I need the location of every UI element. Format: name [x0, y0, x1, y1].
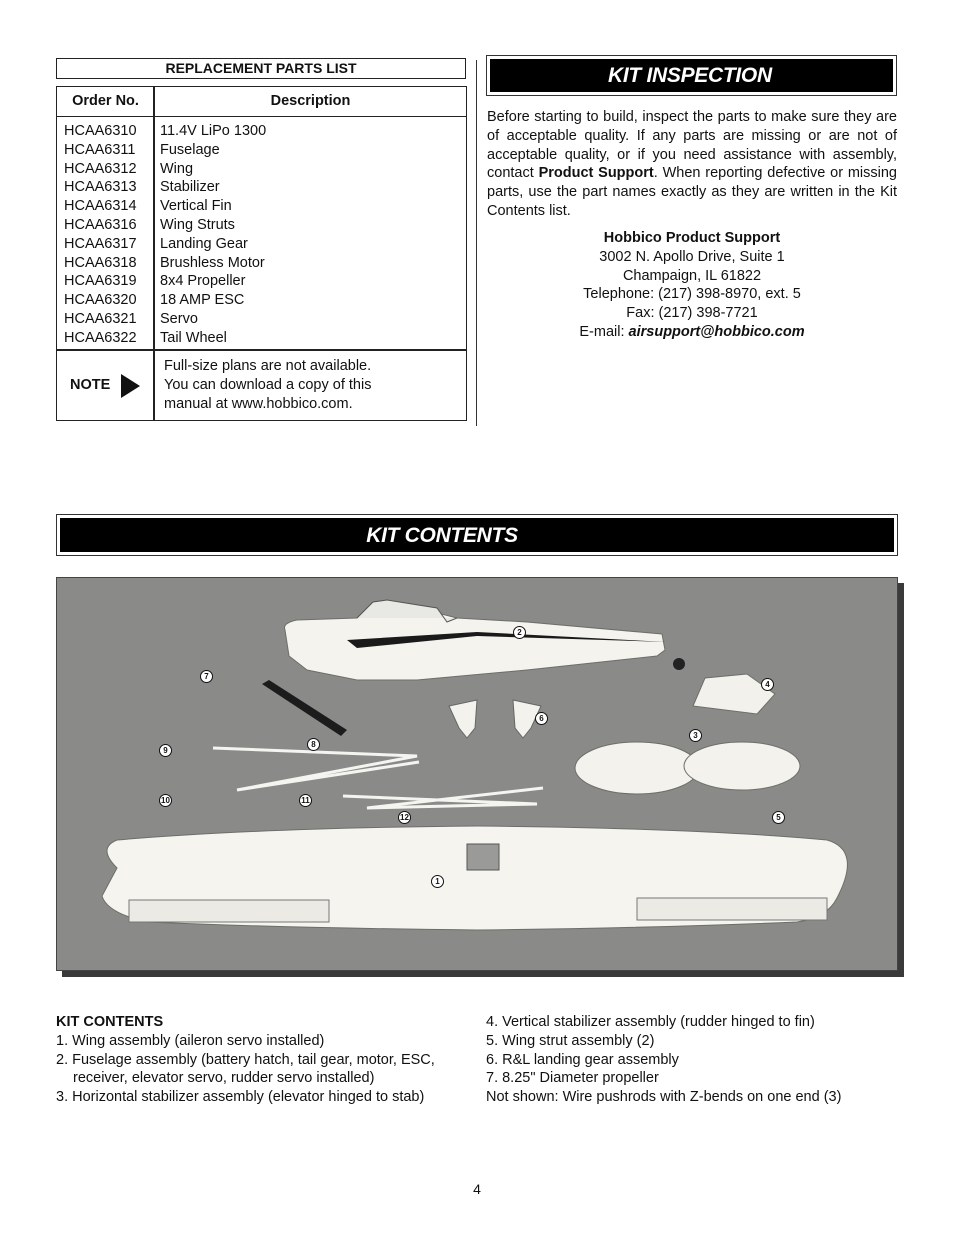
kit-contents-photo	[56, 577, 898, 971]
support-address-1: 3002 N. Apollo Drive, Suite 1	[599, 248, 785, 265]
kit-contents-list-left	[56, 1013, 476, 1107]
parts-list-table	[56, 86, 467, 421]
note-text	[164, 357, 454, 414]
stabilizer-right-half	[684, 742, 800, 790]
parts-list-header	[57, 87, 466, 117]
callout-marker: 6	[535, 712, 548, 725]
kit-contents-list-title: KIT CONTENTS	[56, 1014, 164, 1030]
parts-list-title: REPLACEMENT PARTS LIST	[56, 58, 466, 79]
note-separator	[57, 349, 466, 351]
callout-marker: 10	[159, 794, 172, 807]
list-item: Not shown: Wire pushrods with Z-bends on one end (3)	[486, 1089, 842, 1106]
order-number: HCAA6312	[64, 160, 137, 177]
kit-contents-banner	[56, 514, 898, 556]
note-line: Full-size plans are not available.	[164, 358, 372, 374]
part-description: Brushless Motor	[160, 254, 265, 271]
part-description: 8x4 Propeller	[160, 273, 246, 290]
column-divider-line	[476, 60, 477, 426]
order-number: HCAA6317	[64, 235, 137, 252]
description-column	[160, 122, 460, 348]
support-phone: Telephone: (217) 398-8970, ext. 5	[583, 286, 801, 303]
support-email-line	[487, 323, 897, 342]
kit-inspection-banner	[486, 55, 897, 96]
wing-strut-1	[213, 748, 419, 790]
part-description: Wing Struts	[160, 216, 235, 233]
part-description: Servo	[160, 310, 198, 327]
part-description: Tail Wheel	[160, 329, 227, 346]
kit-contents-list-right	[486, 1013, 906, 1107]
stabilizer-left-half	[575, 742, 699, 794]
list-item: 3. Horizontal stabilizer assembly (elevator hinged to stab)	[56, 1089, 425, 1106]
callout-marker: 2	[513, 626, 526, 639]
part-description: 11.4V LiPo 1300	[160, 123, 267, 139]
right-aileron-shape	[637, 898, 827, 920]
column-divider	[153, 87, 155, 420]
part-description: Landing Gear	[160, 235, 248, 252]
kit-inspection-title: KIT INSPECTION	[608, 64, 772, 87]
order-number: HCAA6310	[64, 123, 137, 139]
arrow-right-icon	[121, 374, 140, 398]
order-number: HCAA6318	[64, 254, 137, 271]
order-number: HCAA6316	[64, 216, 137, 233]
tail-wheel-shape	[673, 658, 685, 670]
list-item: 1. Wing assembly (aileron servo installed)	[56, 1032, 325, 1049]
callout-marker: 11	[299, 794, 312, 807]
order-number: HCAA6314	[64, 198, 137, 215]
page-number: 4	[473, 1181, 481, 1197]
kit-parts-illustration	[57, 578, 897, 970]
list-item: 2. Fuselage assembly (battery hatch, tail gear, motor, ESC,	[56, 1051, 435, 1068]
callout-marker: 5	[772, 811, 785, 824]
support-fax: Fax: (217) 398-7721	[626, 305, 758, 322]
callout-marker: 7	[200, 670, 213, 683]
inspection-paragraph	[487, 108, 897, 221]
part-description: 18 AMP ESC	[160, 292, 245, 309]
order-number: HCAA6313	[64, 179, 137, 196]
email-label: E-mail:	[579, 323, 629, 340]
part-description: Wing	[160, 160, 194, 177]
note-line: You can download a copy of this	[164, 377, 372, 393]
left-aileron-shape	[129, 900, 329, 922]
list-item: 4. Vertical stabilizer assembly (rudder hinged to fin)	[486, 1014, 815, 1030]
list-item: 6. R&L landing gear assembly	[486, 1051, 679, 1068]
list-item: 7. 8.25" Diameter propeller	[486, 1070, 659, 1087]
list-item-continued: receiver, elevator servo, rudder servo installed)	[73, 1070, 375, 1087]
note-line: manual at www.hobbico.com.	[164, 396, 353, 412]
order-number: HCAA6319	[64, 273, 137, 290]
aileron-servo-shape	[467, 844, 499, 870]
product-support-bold: Product Support	[538, 165, 654, 182]
inspection-text-2: . When reporting defective or missing parts, use the part names exactly as they are written in the Kit Contents list.	[487, 165, 897, 219]
callout-marker: 4	[761, 678, 774, 691]
propeller-shape	[262, 680, 347, 736]
order-number: HCAA6321	[64, 310, 137, 327]
support-contact-block	[487, 229, 897, 342]
order-number: HCAA6320	[64, 292, 137, 309]
callout-marker: 9	[159, 744, 172, 757]
support-title: Hobbico Product Support	[603, 230, 781, 246]
support-address-2: Champaign, IL 61822	[622, 267, 762, 284]
landing-gear-left	[449, 700, 477, 738]
callout-marker: 8	[307, 738, 320, 751]
callout-marker: 3	[689, 729, 702, 742]
description-header: Description	[270, 93, 351, 109]
part-description: Fuselage	[160, 141, 220, 158]
order-no-header: Order No.	[72, 93, 139, 109]
wing-strut-2	[343, 788, 543, 808]
email-link[interactable]: airsupport@hobbico.com	[628, 323, 805, 340]
callout-marker: 12	[398, 811, 411, 824]
list-item: 5. Wing strut assembly (2)	[486, 1032, 655, 1049]
part-description: Vertical Fin	[160, 198, 232, 215]
inspection-text-1: Before starting to build, inspect the parts to make sure they are of acceptable quality. If any parts are missing or are not of acceptable quality, or if you need assistance with assembly, contact	[487, 109, 897, 182]
note-label: NOTE	[70, 377, 111, 393]
order-number: HCAA6311	[64, 141, 136, 158]
order-number: HCAA6322	[64, 329, 137, 346]
part-description: Stabilizer	[160, 179, 220, 196]
order-column	[64, 122, 152, 348]
callout-marker: 1	[431, 875, 444, 888]
kit-contents-title: KIT CONTENTS	[366, 524, 518, 547]
